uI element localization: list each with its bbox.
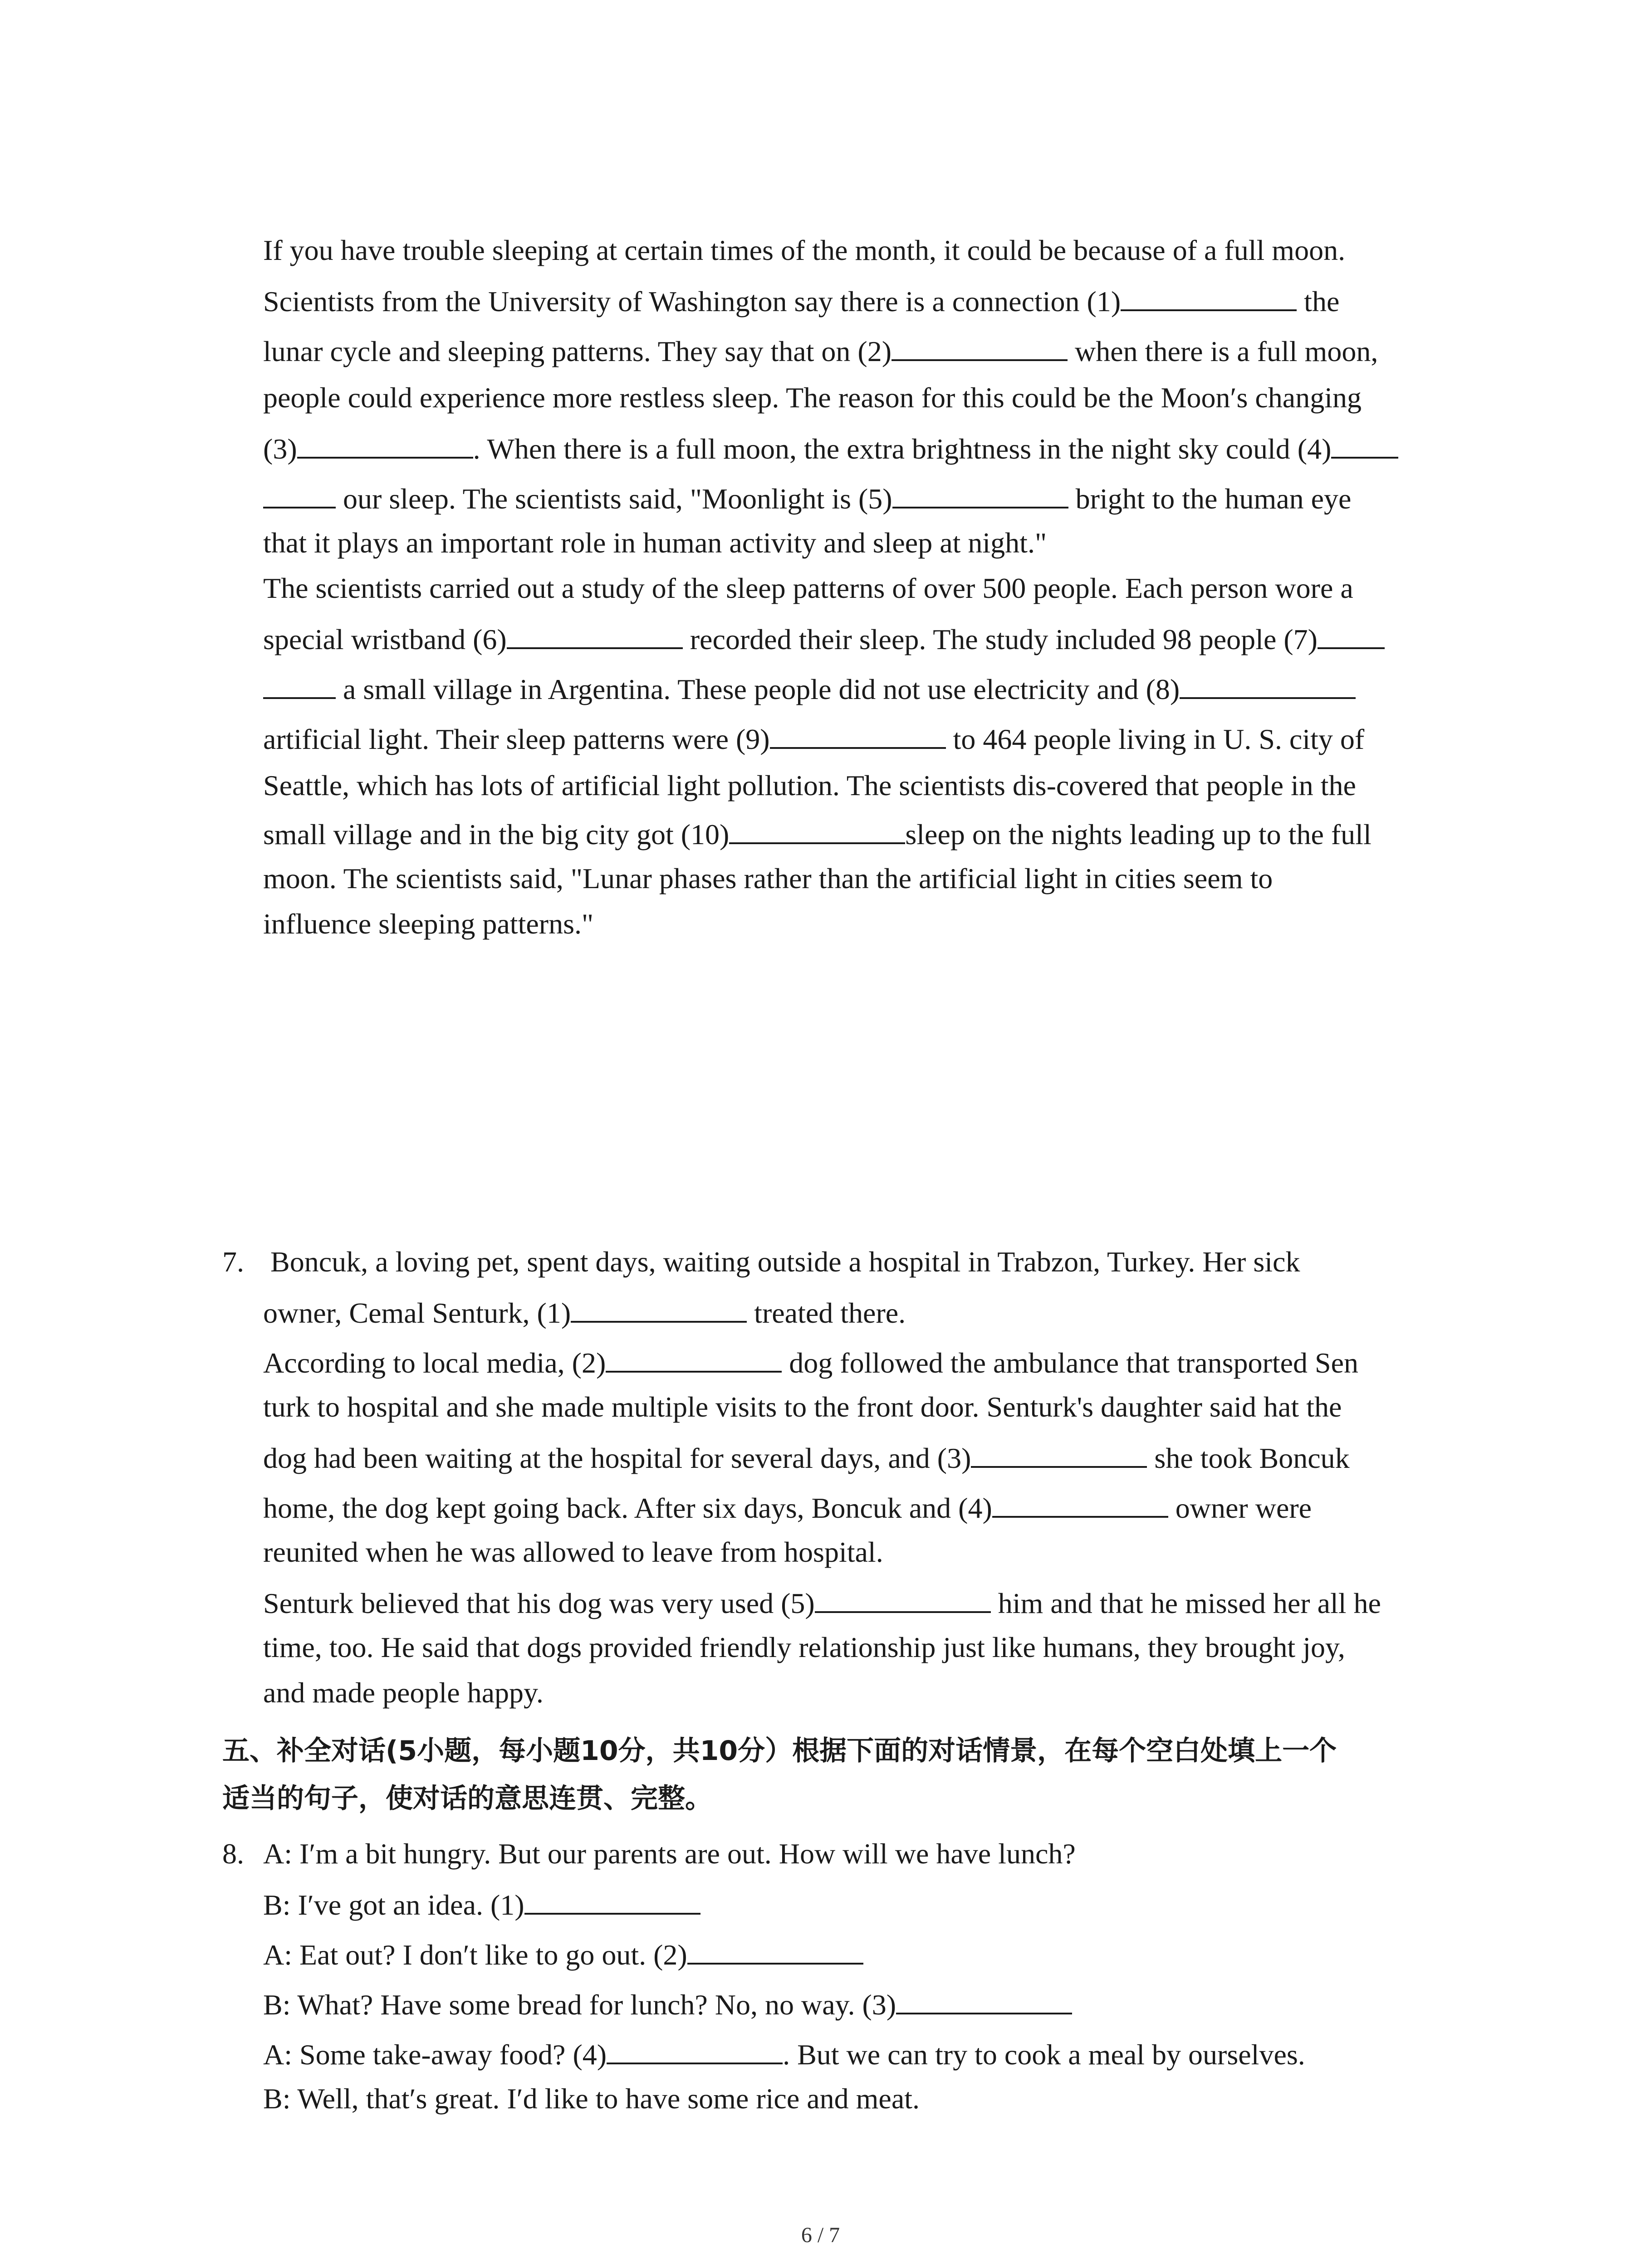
passage-line: lunar cycle and sleeping patterns. They say that on (2) when there is a full moon, — [263, 335, 1378, 367]
answer-blank[interactable] — [892, 483, 1068, 508]
answer-blank[interactable] — [1318, 624, 1385, 649]
passage-line: and made people happy. — [263, 1677, 544, 1709]
passage-line: If you have trouble sleeping at certain times of the month, it could be because of a full moon. — [263, 234, 1346, 266]
answer-blank[interactable] — [606, 1347, 782, 1373]
answer-blank[interactable] — [770, 723, 946, 749]
passage-line: small village and in the big city got (10) sleep on the nights leading up to the full — [263, 818, 1372, 850]
answer-blank[interactable] — [1121, 286, 1297, 311]
passage-line: owner, Cemal Senturk, (1) treated there. — [263, 1297, 906, 1329]
page-number: 6 / 7 — [801, 2223, 840, 2247]
passage-line: The scientists carried out a study of the sleep patterns of over 500 people. Each person wore a — [263, 572, 1353, 604]
answer-blank-continued[interactable] — [263, 483, 336, 508]
passage-line: that it plays an important role in human activity and sleep at night." — [263, 527, 1047, 559]
passage-line: turk to hospital and she made multiple visits to the front door. Senturk's daughter said hat the — [263, 1391, 1342, 1423]
passage-line: home, the dog kept going back. After six days, Boncuk and (4) owner were — [263, 1492, 1312, 1524]
section-heading: 五、补全对话(5小题，每小题10分，共10分）根据下面的对话情景，在每个空白处填上一个 — [222, 1735, 1337, 1767]
passage-line: a small village in Argentina. These people did not use electricity and (8) — [263, 674, 1356, 704]
passage-line: dog had been waiting at the hospital for several days, and (3) she took Boncuk — [263, 1442, 1350, 1474]
dialogue-line: A: Some take-away food? (4) . But we can try to cook a meal by ourselves. — [263, 2038, 1305, 2071]
answer-blank[interactable] — [971, 1442, 1147, 1468]
question-number: 8. — [222, 1838, 244, 1870]
answer-blank[interactable] — [892, 336, 1068, 361]
answer-blank-continued[interactable] — [263, 674, 336, 699]
passage-line: Scientists from the University of Washington say there is a connection (1) the — [263, 285, 1340, 318]
answer-blank[interactable] — [1180, 674, 1356, 699]
passage-line: time, too. He said that dogs provided friendly relationship just like humans, they brought joy, — [263, 1631, 1345, 1663]
passage-line: people could experience more restless sleep. The reason for this could be the Moon′s changing — [263, 381, 1362, 414]
passage-line: moon. The scientists said, "Lunar phases rather than the artificial light in cities seem to — [263, 862, 1273, 894]
answer-blank[interactable] — [896, 1989, 1072, 2014]
answer-blank[interactable] — [524, 1889, 700, 1915]
answer-blank[interactable] — [729, 819, 905, 844]
passage-line: reunited when he was allowed to leave from hospital. — [263, 1536, 883, 1568]
dialogue-line: A: I′m a bit hungry. But our parents are out. How will we have lunch? — [263, 1838, 1076, 1870]
answer-blank[interactable] — [1331, 433, 1398, 459]
passage-line: According to local media, (2) dog followed the ambulance that transported Sen — [263, 1347, 1359, 1379]
dialogue-line: B: Well, that′s great. I′d like to have some rice and meat. — [263, 2082, 920, 2115]
section-heading: 适当的句子，使对话的意思连贯、完整。 — [222, 1783, 712, 1814]
answer-blank[interactable] — [507, 624, 683, 649]
answer-blank[interactable] — [992, 1492, 1168, 1518]
passage-line: our sleep. The scientists said, "Moonlight is (5) bright to the human eye — [263, 483, 1351, 513]
answer-blank[interactable] — [687, 1939, 863, 1965]
passage-line: artificial light. Their sleep patterns were (9) to 464 people living in U. S. city of — [263, 723, 1365, 755]
answer-blank[interactable] — [297, 433, 473, 459]
passage-line: (3) . When there is a full moon, the extra brightness in the night sky could (4) — [263, 433, 1398, 464]
dialogue-line: A: Eat out? I don′t like to go out. (2) — [263, 1939, 863, 1970]
answer-blank[interactable] — [815, 1588, 991, 1613]
passage-line: Seattle, which has lots of artificial light pollution. The scientists dis-covered that people in the — [263, 769, 1356, 802]
question-number: 7. — [222, 1246, 244, 1278]
answer-blank[interactable] — [607, 2039, 783, 2064]
passage-line: Senturk believed that his dog was very used (5) him and that he missed her all he — [263, 1587, 1381, 1619]
answer-blank[interactable] — [571, 1297, 747, 1323]
dialogue-line: B: What? Have some bread for lunch? No, no way. (3) — [263, 1989, 1072, 2019]
passage-line: influence sleeping patterns." — [263, 908, 594, 940]
passage-line: special wristband (6) recorded their sleep. The study included 98 people (7) — [263, 624, 1385, 654]
passage-line: Boncuk, a loving pet, spent days, waiting outside a hospital in Trabzon, Turkey. Her sick — [263, 1246, 1300, 1278]
dialogue-line: B: I′ve got an idea. (1) — [263, 1889, 700, 1920]
